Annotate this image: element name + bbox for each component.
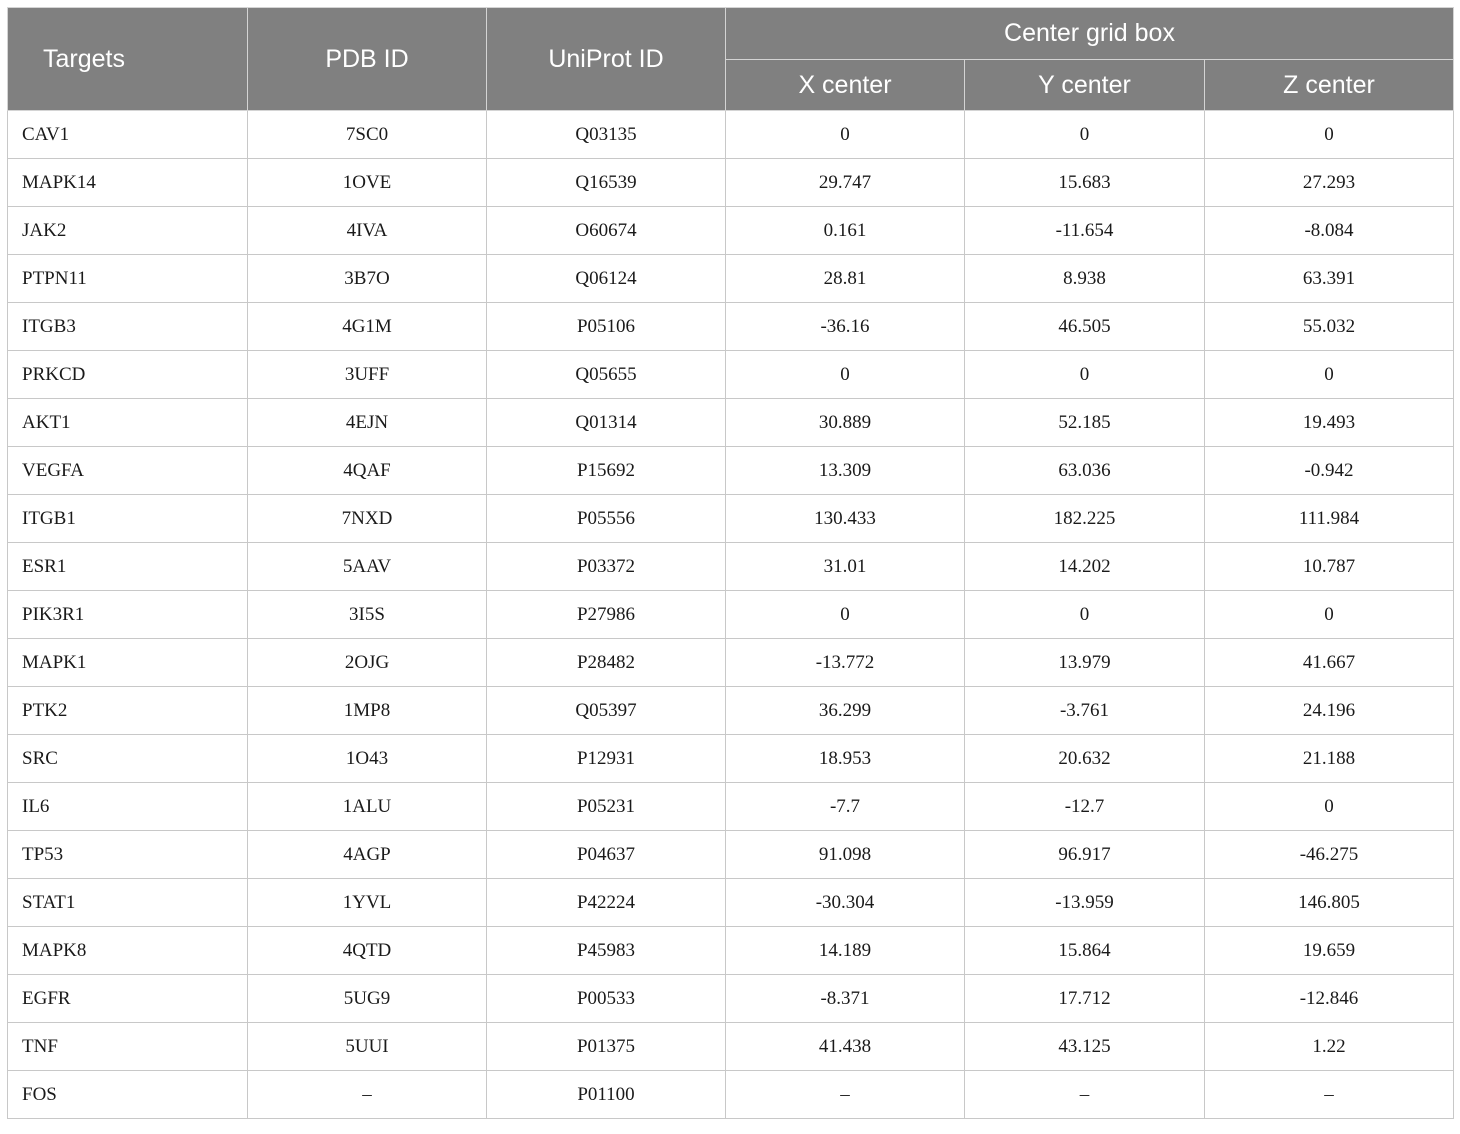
cell-z-center: 0: [1205, 591, 1454, 639]
cell-pdb-id: 1YVL: [248, 879, 487, 927]
cell-y-center: 17.712: [965, 975, 1205, 1023]
header-y-center: Y center: [965, 60, 1205, 111]
table-row: [8, 783, 1454, 831]
cell-target: ITGB1: [8, 495, 248, 543]
cell-pdb-id: 3B7O: [248, 255, 487, 303]
table-row: [8, 735, 1454, 783]
cell-y-center: -13.959: [965, 879, 1205, 927]
cell-target: ESR1: [8, 543, 248, 591]
cell-uniprot-id: P01100: [487, 1071, 726, 1119]
cell-x-center: 36.299: [726, 687, 965, 735]
cell-x-center: 130.433: [726, 495, 965, 543]
docking-targets-table-container: [7, 7, 1453, 1119]
cell-z-center: 55.032: [1205, 303, 1454, 351]
cell-z-center: 146.805: [1205, 879, 1454, 927]
table-row: [8, 159, 1454, 207]
cell-target: PTPN11: [8, 255, 248, 303]
cell-z-center: 1.22: [1205, 1023, 1454, 1071]
cell-uniprot-id: P28482: [487, 639, 726, 687]
cell-target: PIK3R1: [8, 591, 248, 639]
table-row: [8, 255, 1454, 303]
cell-pdb-id: 4IVA: [248, 207, 487, 255]
cell-x-center: 0: [726, 111, 965, 159]
cell-pdb-id: 1MP8: [248, 687, 487, 735]
header-x-center: X center: [726, 60, 965, 111]
cell-z-center: 41.667: [1205, 639, 1454, 687]
cell-target: TNF: [8, 1023, 248, 1071]
cell-x-center: 0: [726, 591, 965, 639]
cell-uniprot-id: Q01314: [487, 399, 726, 447]
cell-pdb-id: 4QAF: [248, 447, 487, 495]
cell-pdb-id: –: [248, 1071, 487, 1119]
table-row: [8, 831, 1454, 879]
cell-y-center: 14.202: [965, 543, 1205, 591]
header-center-grid-box: Center grid box: [726, 8, 1454, 60]
cell-target: AKT1: [8, 399, 248, 447]
cell-z-center: 10.787: [1205, 543, 1454, 591]
cell-y-center: 20.632: [965, 735, 1205, 783]
cell-z-center: 0: [1205, 783, 1454, 831]
cell-target: IL6: [8, 783, 248, 831]
cell-x-center: 18.953: [726, 735, 965, 783]
table-row: [8, 1071, 1454, 1119]
table-row: [8, 207, 1454, 255]
cell-target: FOS: [8, 1071, 248, 1119]
cell-y-center: –: [965, 1071, 1205, 1119]
cell-z-center: -0.942: [1205, 447, 1454, 495]
cell-target: VEGFA: [8, 447, 248, 495]
cell-y-center: 15.683: [965, 159, 1205, 207]
cell-x-center: 0.161: [726, 207, 965, 255]
table-row: [8, 591, 1454, 639]
cell-y-center: 46.505: [965, 303, 1205, 351]
cell-x-center: -36.16: [726, 303, 965, 351]
cell-pdb-id: 5UUI: [248, 1023, 487, 1071]
cell-uniprot-id: Q03135: [487, 111, 726, 159]
cell-y-center: 182.225: [965, 495, 1205, 543]
cell-target: ITGB3: [8, 303, 248, 351]
cell-uniprot-id: P12931: [487, 735, 726, 783]
cell-z-center: -12.846: [1205, 975, 1454, 1023]
cell-uniprot-id: P00533: [487, 975, 726, 1023]
cell-x-center: -13.772: [726, 639, 965, 687]
cell-y-center: 8.938: [965, 255, 1205, 303]
cell-target: MAPK1: [8, 639, 248, 687]
cell-uniprot-id: P27986: [487, 591, 726, 639]
cell-y-center: 0: [965, 351, 1205, 399]
cell-x-center: 91.098: [726, 831, 965, 879]
table-row: [8, 495, 1454, 543]
table-row: [8, 111, 1454, 159]
cell-uniprot-id: P15692: [487, 447, 726, 495]
cell-pdb-id: 7NXD: [248, 495, 487, 543]
cell-pdb-id: 1ALU: [248, 783, 487, 831]
cell-pdb-id: 4AGP: [248, 831, 487, 879]
table-body: [8, 111, 1454, 1119]
cell-pdb-id: 7SC0: [248, 111, 487, 159]
cell-z-center: 111.984: [1205, 495, 1454, 543]
cell-z-center: -8.084: [1205, 207, 1454, 255]
cell-uniprot-id: P04637: [487, 831, 726, 879]
cell-uniprot-id: P05231: [487, 783, 726, 831]
cell-uniprot-id: Q06124: [487, 255, 726, 303]
cell-pdb-id: 5AAV: [248, 543, 487, 591]
cell-uniprot-id: P01375: [487, 1023, 726, 1071]
cell-uniprot-id: O60674: [487, 207, 726, 255]
cell-x-center: 14.189: [726, 927, 965, 975]
header-targets: Targets: [8, 8, 248, 111]
table-row: [8, 975, 1454, 1023]
header-z-center: Z center: [1205, 60, 1454, 111]
cell-uniprot-id: P05556: [487, 495, 726, 543]
cell-pdb-id: 4EJN: [248, 399, 487, 447]
cell-y-center: 15.864: [965, 927, 1205, 975]
cell-x-center: 0: [726, 351, 965, 399]
cell-z-center: –: [1205, 1071, 1454, 1119]
cell-y-center: 0: [965, 591, 1205, 639]
cell-y-center: -12.7: [965, 783, 1205, 831]
cell-target: STAT1: [8, 879, 248, 927]
cell-pdb-id: 4QTD: [248, 927, 487, 975]
cell-pdb-id: 5UG9: [248, 975, 487, 1023]
cell-uniprot-id: P03372: [487, 543, 726, 591]
table-row: [8, 687, 1454, 735]
cell-x-center: -8.371: [726, 975, 965, 1023]
cell-x-center: 31.01: [726, 543, 965, 591]
cell-y-center: -11.654: [965, 207, 1205, 255]
cell-pdb-id: 1O43: [248, 735, 487, 783]
cell-x-center: -7.7: [726, 783, 965, 831]
cell-y-center: 52.185: [965, 399, 1205, 447]
docking-targets-table: [7, 7, 1454, 1119]
table-header: [8, 8, 1454, 111]
cell-target: PRKCD: [8, 351, 248, 399]
table-row: [8, 927, 1454, 975]
table-row: [8, 303, 1454, 351]
cell-target: MAPK8: [8, 927, 248, 975]
cell-x-center: –: [726, 1071, 965, 1119]
cell-pdb-id: 3UFF: [248, 351, 487, 399]
cell-y-center: 63.036: [965, 447, 1205, 495]
cell-z-center: 63.391: [1205, 255, 1454, 303]
cell-x-center: 41.438: [726, 1023, 965, 1071]
cell-uniprot-id: P05106: [487, 303, 726, 351]
cell-z-center: -46.275: [1205, 831, 1454, 879]
cell-uniprot-id: Q16539: [487, 159, 726, 207]
cell-x-center: 30.889: [726, 399, 965, 447]
header-pdb-id: PDB ID: [248, 8, 487, 111]
cell-z-center: 0: [1205, 351, 1454, 399]
cell-z-center: 21.188: [1205, 735, 1454, 783]
cell-z-center: 19.659: [1205, 927, 1454, 975]
cell-uniprot-id: P45983: [487, 927, 726, 975]
cell-target: EGFR: [8, 975, 248, 1023]
cell-uniprot-id: Q05397: [487, 687, 726, 735]
cell-target: TP53: [8, 831, 248, 879]
cell-y-center: 43.125: [965, 1023, 1205, 1071]
header-uniprot-id: UniProt ID: [487, 8, 726, 111]
cell-pdb-id: 2OJG: [248, 639, 487, 687]
cell-pdb-id: 4G1M: [248, 303, 487, 351]
cell-target: SRC: [8, 735, 248, 783]
cell-x-center: -30.304: [726, 879, 965, 927]
table-row: [8, 879, 1454, 927]
table-row: [8, 1023, 1454, 1071]
table-row: [8, 399, 1454, 447]
cell-y-center: 13.979: [965, 639, 1205, 687]
table-row: [8, 351, 1454, 399]
cell-target: MAPK14: [8, 159, 248, 207]
cell-x-center: 13.309: [726, 447, 965, 495]
table-row: [8, 447, 1454, 495]
cell-y-center: 0: [965, 111, 1205, 159]
cell-x-center: 29.747: [726, 159, 965, 207]
cell-y-center: 96.917: [965, 831, 1205, 879]
cell-y-center: -3.761: [965, 687, 1205, 735]
cell-target: CAV1: [8, 111, 248, 159]
cell-uniprot-id: P42224: [487, 879, 726, 927]
cell-pdb-id: 1OVE: [248, 159, 487, 207]
cell-target: JAK2: [8, 207, 248, 255]
cell-z-center: 24.196: [1205, 687, 1454, 735]
cell-z-center: 0: [1205, 111, 1454, 159]
table-row: [8, 639, 1454, 687]
cell-x-center: 28.81: [726, 255, 965, 303]
table-row: [8, 543, 1454, 591]
cell-target: PTK2: [8, 687, 248, 735]
cell-z-center: 27.293: [1205, 159, 1454, 207]
cell-pdb-id: 3I5S: [248, 591, 487, 639]
cell-z-center: 19.493: [1205, 399, 1454, 447]
header-row-top: [8, 8, 1454, 60]
cell-uniprot-id: Q05655: [487, 351, 726, 399]
